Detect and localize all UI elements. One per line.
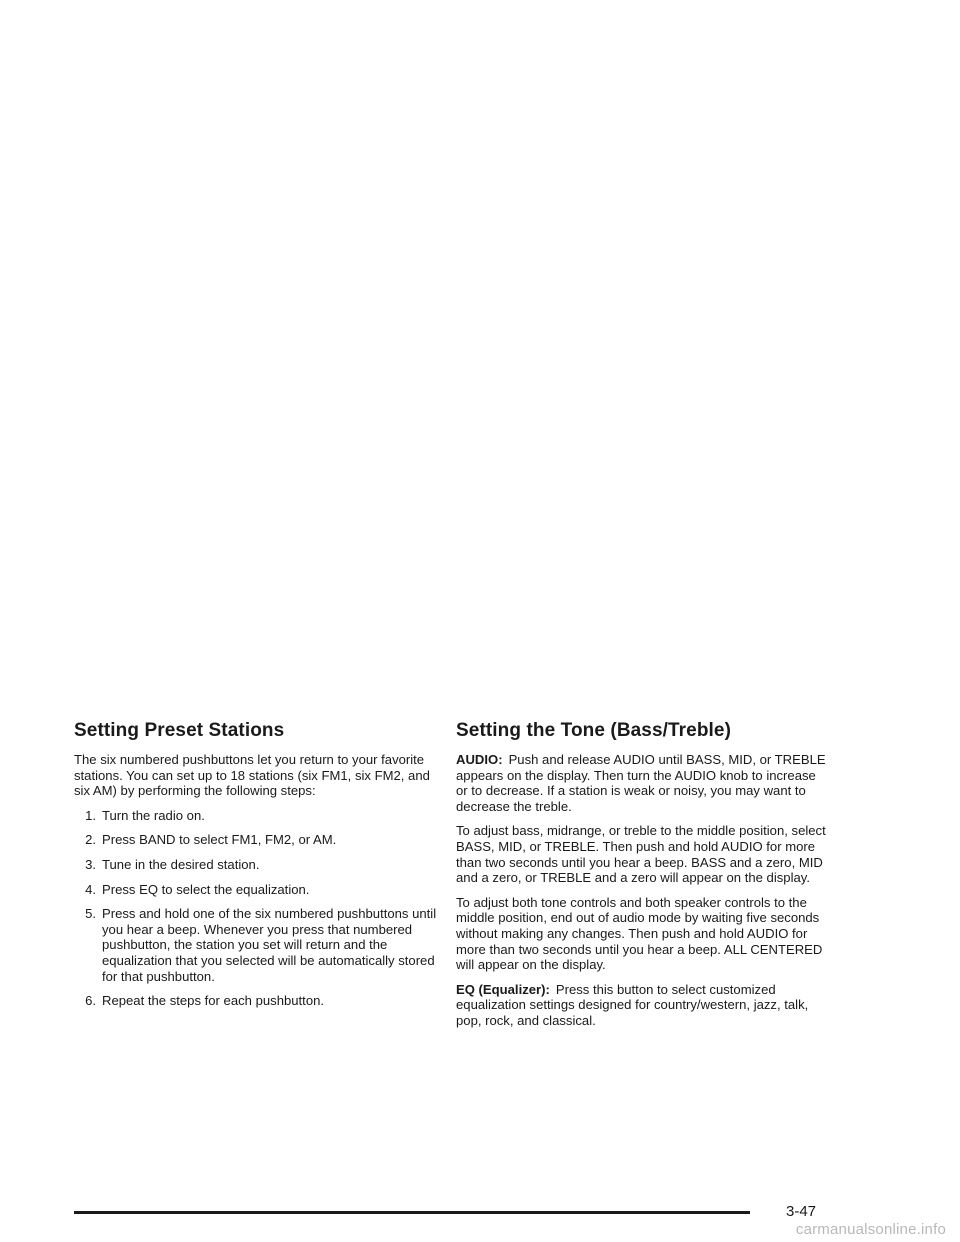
audio-paragraph — [456, 752, 828, 814]
step-number: 2. — [85, 832, 96, 848]
right-column — [456, 719, 828, 1038]
step-item — [74, 832, 446, 848]
preset-steps-list — [74, 808, 446, 1009]
audio-text: Push and release AUDIO until BASS, MID, or TREBLE appears on the display. Then turn the AUDIO knob to increase or to decrease. If a station is weak or noisy, you may want to decrease the treble. — [456, 752, 826, 814]
step-text: Turn the radio on. — [102, 807, 205, 823]
step-number: 3. — [85, 856, 96, 872]
step-item — [74, 906, 446, 984]
audio-term: AUDIO: — [456, 752, 503, 767]
step-text: Press BAND to select FM1, FM2, or AM. — [102, 832, 337, 848]
all-centered-paragraph: To adjust both tone controls and both speaker controls to the middle position, end out of audio mode by waiting five seconds without making any changes. Then push and hold AUDIO for more than two seconds until you hear a beep. ALL CENTERED will appear on the display. — [456, 894, 823, 973]
step-item — [74, 857, 446, 873]
step-number: 1. — [85, 807, 96, 823]
page-number: 3-47 — [786, 1203, 817, 1220]
eq-term: EQ (Equalizer): — [456, 981, 550, 997]
section-heading-tone: Setting the Tone (Bass/Treble) — [456, 720, 732, 741]
preset-intro-paragraph: The six numbered pushbuttons let you return to your favorite stations. You can set up to 18 stations (six FM1, six FM2, and six AM) by performing the following steps: — [74, 752, 430, 799]
step-item — [74, 808, 446, 824]
eq-text: Press this button to select customized equalization settings designed for country/western, jazz, talk, pop, rock, and classical. — [456, 981, 809, 1028]
step-number: 4. — [85, 881, 96, 897]
step-item — [74, 882, 446, 898]
section-heading-preset-stations: Setting Preset Stations — [74, 720, 285, 741]
eq-paragraph — [456, 982, 828, 1029]
step-text: Press and hold one of the six numbered pushbuttons until you hear a beep. Whenever you press that numbered pushbutton, the station you set will return and the equalization that you selected will be automatically stored for that pushbutton. — [102, 906, 437, 984]
middle-position-paragraph: To adjust bass, midrange, or treble to the middle position, select BASS, MID, or TREBLE. Then push and hold AUDIO for more than two seconds until you hear a beep. BASS and a zero, MID and a zero, or TREBLE and a zero will appear on the display. — [456, 823, 826, 886]
watermark: carmanualsonline.info — [795, 1221, 946, 1238]
step-number: 5. — [85, 906, 96, 922]
step-text: Tune in the desired station. — [102, 856, 260, 872]
step-number: 6. — [85, 993, 96, 1009]
footer-rule — [74, 1211, 750, 1214]
step-text: Repeat the steps for each pushbutton. — [102, 993, 325, 1009]
step-item — [74, 993, 446, 1009]
left-column — [74, 719, 446, 1018]
step-text: Press EQ to select the equalization. — [102, 881, 310, 897]
